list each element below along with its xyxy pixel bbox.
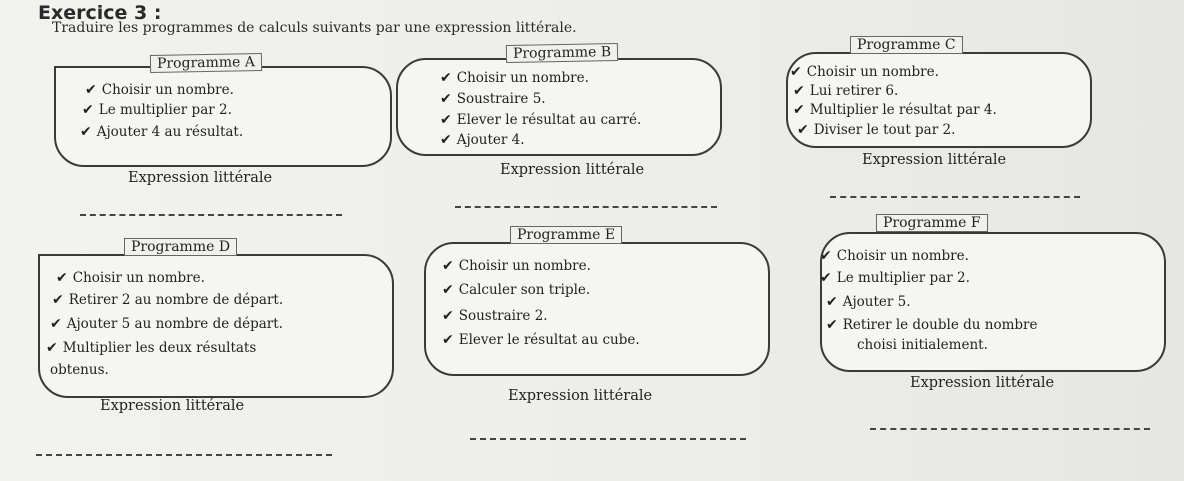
program-a-label: Programme A bbox=[150, 53, 262, 73]
program-a-step-1: ✔ Choisir un nombre. bbox=[85, 82, 234, 98]
program-a-answer-line[interactable] bbox=[80, 214, 342, 216]
program-e-label: Programme E bbox=[510, 226, 622, 244]
program-d-label: Programme D bbox=[124, 238, 237, 256]
program-e-step-3: ✔ Soustraire 2. bbox=[442, 308, 548, 324]
check-mark-icon: ✔ bbox=[820, 270, 832, 286]
program-f-expression-label: Expression littérale bbox=[910, 375, 1055, 391]
program-e-step-4: ✔ Elever le résultat au cube. bbox=[442, 332, 640, 348]
program-b-label: Programme B bbox=[506, 43, 618, 63]
check-mark-icon: ✔ bbox=[826, 317, 838, 333]
check-mark-icon: ✔ bbox=[50, 316, 62, 332]
program-b-step-3: ✔ Elever le résultat au carré. bbox=[440, 112, 642, 128]
check-mark-icon: ✔ bbox=[440, 132, 452, 148]
program-c-step-3: ✔ Multiplier le résultat par 4. bbox=[793, 102, 997, 118]
exercise-instruction: Traduire les programmes de calculs suivants par une expression littérale. bbox=[52, 20, 577, 36]
check-mark-icon: ✔ bbox=[80, 124, 92, 140]
program-c-expression-label: Expression littérale bbox=[862, 152, 1007, 168]
program-d-step-4-continued: obtenus. bbox=[50, 362, 109, 378]
check-mark-icon: ✔ bbox=[56, 270, 68, 286]
program-c-step-1: ✔ Choisir un nombre. bbox=[790, 64, 939, 80]
program-a-expression-label: Expression littérale bbox=[128, 170, 273, 186]
check-mark-icon: ✔ bbox=[85, 82, 97, 98]
program-d-step-3: ✔ Ajouter 5 au nombre de départ. bbox=[50, 316, 283, 332]
program-f-answer-line[interactable] bbox=[870, 428, 1150, 430]
check-mark-icon: ✔ bbox=[442, 258, 454, 274]
program-e-step-1: ✔ Choisir un nombre. bbox=[442, 258, 591, 274]
program-d-expression-label: Expression littérale bbox=[100, 398, 245, 414]
program-b-expression-label: Expression littérale bbox=[500, 162, 645, 178]
check-mark-icon: ✔ bbox=[52, 292, 64, 308]
program-b-step-2: ✔ Soustraire 5. bbox=[440, 91, 546, 107]
check-mark-icon: ✔ bbox=[442, 308, 454, 324]
program-b-step-1: ✔ Choisir un nombre. bbox=[440, 70, 589, 86]
program-c-label: Programme C bbox=[850, 36, 963, 54]
check-mark-icon: ✔ bbox=[820, 248, 832, 264]
check-mark-icon: ✔ bbox=[46, 340, 58, 356]
check-mark-icon: ✔ bbox=[440, 112, 452, 128]
check-mark-icon: ✔ bbox=[442, 282, 454, 298]
program-f-step-2: ✔ Le multiplier par 2. bbox=[820, 270, 970, 286]
program-d-step-4: ✔ Multiplier les deux résultats bbox=[46, 340, 257, 356]
program-e-step-2: ✔ Calculer son triple. bbox=[442, 282, 591, 298]
check-mark-icon: ✔ bbox=[793, 102, 805, 118]
program-e-answer-line[interactable] bbox=[470, 438, 746, 440]
check-mark-icon: ✔ bbox=[797, 122, 809, 138]
check-mark-icon: ✔ bbox=[790, 64, 802, 80]
check-mark-icon: ✔ bbox=[793, 83, 805, 99]
check-mark-icon: ✔ bbox=[826, 294, 838, 310]
program-b-answer-line[interactable] bbox=[455, 206, 717, 208]
program-c-step-2: ✔ Lui retirer 6. bbox=[793, 83, 899, 99]
program-d-answer-line[interactable] bbox=[36, 454, 332, 456]
program-a-step-2: ✔ Le multiplier par 2. bbox=[82, 102, 232, 118]
program-d-step-1: ✔ Choisir un nombre. bbox=[56, 270, 205, 286]
program-f-step-3: ✔ Ajouter 5. bbox=[826, 294, 911, 310]
check-mark-icon: ✔ bbox=[440, 70, 452, 86]
program-f-step-1: ✔ Choisir un nombre. bbox=[820, 248, 969, 264]
program-f-step-4: ✔ Retirer le double du nombre bbox=[826, 317, 1038, 333]
program-e-expression-label: Expression littérale bbox=[508, 388, 653, 404]
program-f-label: Programme F bbox=[876, 214, 988, 232]
exercise-title: Exercice 3 : bbox=[38, 2, 162, 24]
program-a-step-3: ✔ Ajouter 4 au résultat. bbox=[80, 124, 244, 140]
program-b-step-4: ✔ Ajouter 4. bbox=[440, 132, 525, 148]
check-mark-icon: ✔ bbox=[82, 102, 94, 118]
program-c-step-4: ✔ Diviser le tout par 2. bbox=[797, 122, 956, 138]
program-c-answer-line[interactable] bbox=[830, 196, 1080, 198]
program-d-step-2: ✔ Retirer 2 au nombre de départ. bbox=[52, 292, 284, 308]
check-mark-icon: ✔ bbox=[442, 332, 454, 348]
check-mark-icon: ✔ bbox=[440, 91, 452, 107]
program-f-step-4-continued: choisi initialement. bbox=[857, 337, 988, 353]
